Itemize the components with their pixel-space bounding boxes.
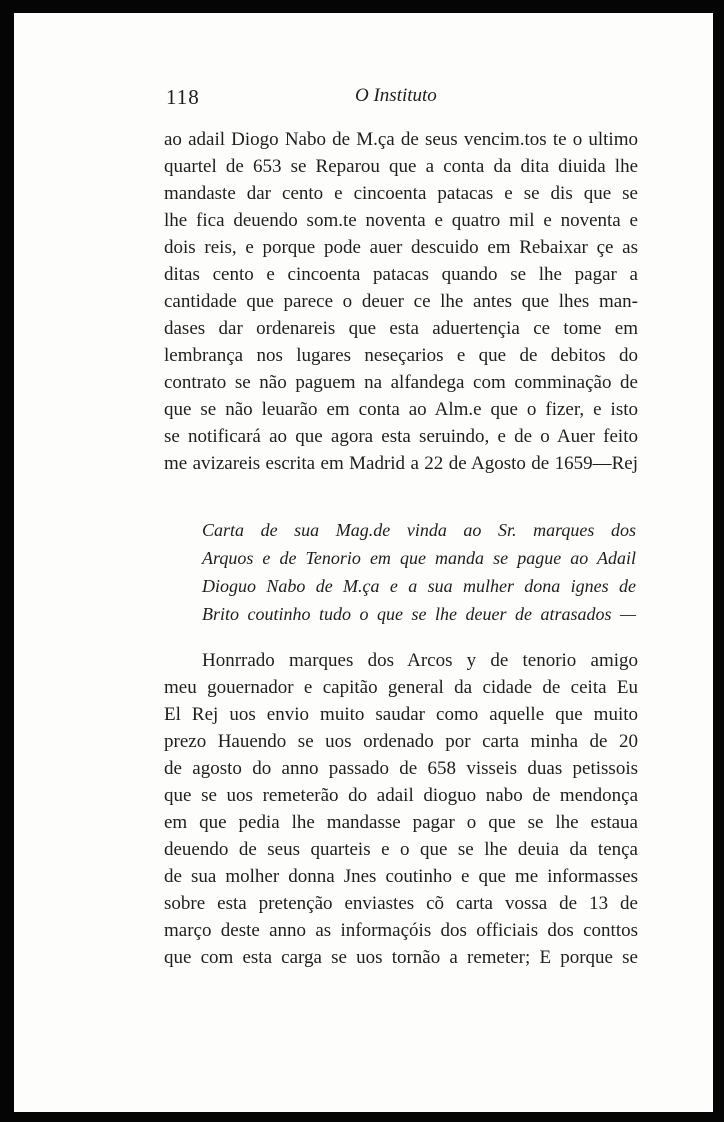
text-line: se notificará ao que agora esta seruindo, e de o Auer feito: [164, 426, 638, 447]
text-line: lembrança nos lugares neseçarios e que de debitos do: [164, 345, 638, 366]
heading-line: Dioguo Nabo de M.ça e a sua mulher dona ignes de: [202, 576, 636, 596]
text-line: março deste anno as informaçóis dos officiais dos conttos: [164, 920, 638, 941]
scan-border-left: [0, 0, 14, 1122]
text-line: mandaste dar cento e cincoenta patacas e se dis que se: [164, 183, 638, 204]
text-line: lhe fica deuendo som.te noventa e quatro mil e noventa e: [164, 210, 638, 231]
text-line: cantidade que parece o deuer ce lhe antes que lhes man-: [164, 291, 638, 312]
letter-body: [164, 647, 638, 971]
text-line: contrato se não paguem na alfandega com comminação de: [164, 372, 638, 393]
text-line: deuendo de seus quarteis e o que se lhe deuia da tença: [164, 839, 638, 860]
heading-line: Arquos e de Tenorio em que manda se pague ao Adail: [202, 548, 636, 568]
text-line: quartel de 653 se Reparou que a conta da dita diuida lhe: [164, 156, 638, 177]
journal-title: O Instituto: [355, 85, 437, 106]
text-line: prezo Hauendo se uos ordenado por carta minha de 20: [164, 731, 638, 752]
scan-border-right: [713, 0, 724, 1122]
page-number: 118: [166, 85, 200, 109]
text-line: que se não leuarão em conta ao Alm.e que o fizer, e isto: [164, 399, 638, 420]
text-line: que com esta carga se uos tornão a remeter; E porque se: [164, 947, 638, 968]
text-line: meu gouernador e capitão general da cidade de ceita Eu: [164, 677, 638, 698]
text-line: de sua molher donna Jnes coutinho e que me informasses: [164, 866, 638, 887]
heading-line: Brito coutinho tudo o que se lhe deuer de atrasados —: [202, 604, 636, 624]
text-line: El Rej uos envio muito saudar como aquelle que muito: [164, 704, 638, 725]
text-line: dases dar ordenareis que esta aduertençia ce tome em: [164, 318, 638, 339]
text-line: de agosto do anno passado de 658 visseis duas petissois: [164, 758, 638, 779]
text-line: Honrrado marques dos Arcos y de tenorio amigo: [202, 650, 638, 671]
text-line: ao adail Diogo Nabo de M.ça de seus vencim.tos te o ultimo: [164, 129, 638, 150]
book-page: [14, 13, 713, 1112]
text-line: que se uos remeterão do adail dioguo nabo de mendonça: [164, 785, 638, 806]
paragraph-continued: [164, 126, 638, 477]
scan-border-top: [0, 0, 724, 13]
text-line: me avizareis escrita em Madrid a 22 de Agosto de 1659—Rej: [164, 453, 638, 474]
text-line: dois reis, e porque pode auer descuido em Rebaixar çe as: [164, 237, 638, 258]
running-head: [14, 83, 713, 113]
scan-border-bottom: [0, 1112, 724, 1122]
heading-line: Carta de sua Mag.de vinda ao Sr. marques dos: [202, 520, 636, 540]
letter-heading: [202, 516, 636, 628]
text-line: em que pedia lhe mandasse pagar o que se lhe estaua: [164, 812, 638, 833]
text-line: ditas cento e cincoenta patacas quando se lhe pagar a: [164, 264, 638, 285]
text-line: sobre esta pretenção enviastes cõ carta vossa de 13 de: [164, 893, 638, 914]
